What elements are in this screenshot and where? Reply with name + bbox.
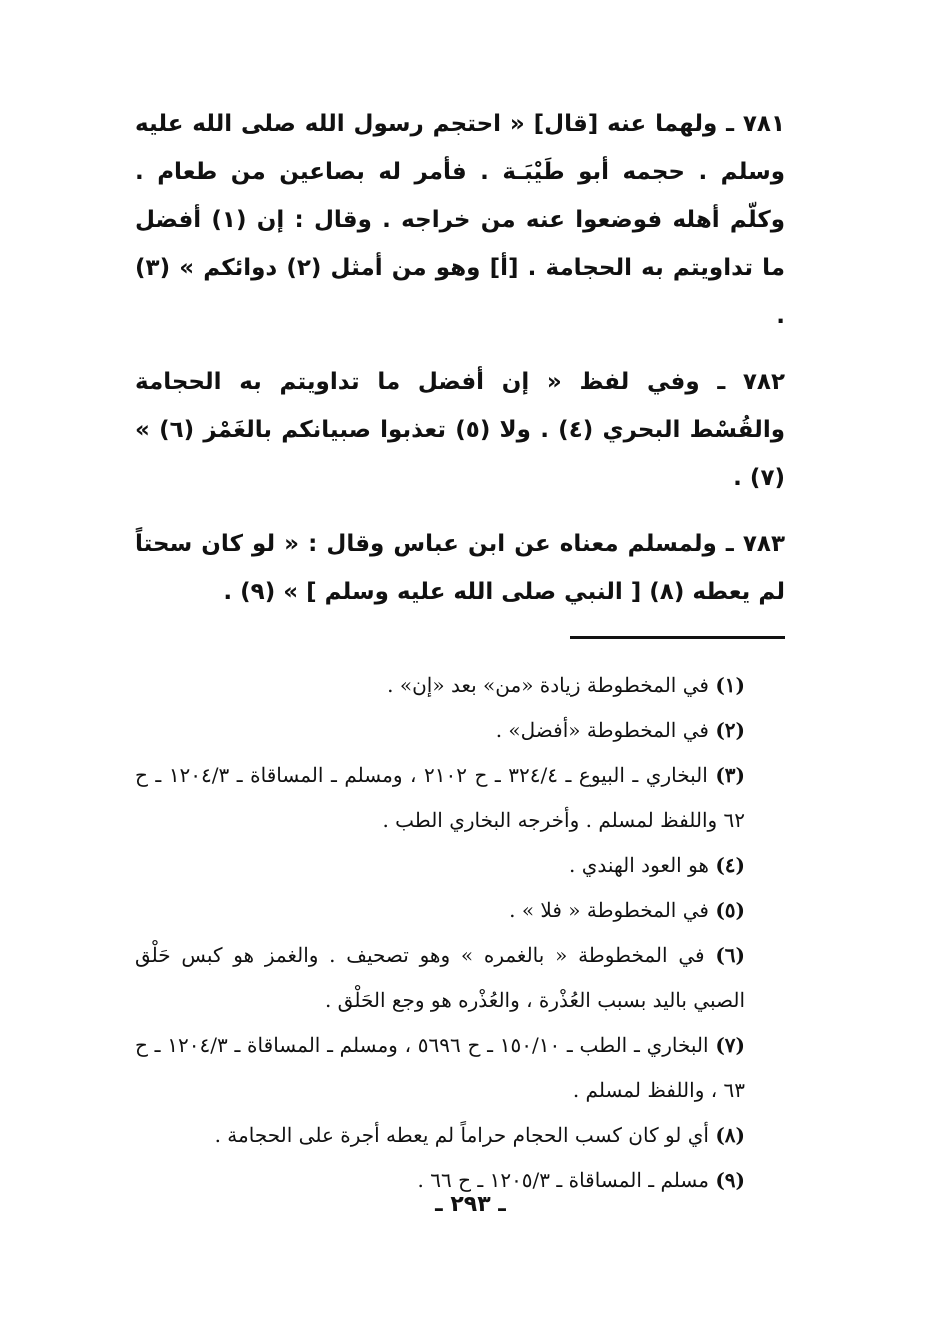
footnotes	[135, 663, 785, 1203]
hadith-781: ٧٨١ ـ ولهما عنه [قال] « احتجم رسول الله صلى الله عليه وسلم . حجمه أبو طَيْبَـة . فأمر له بصاعين من طعام . وكلّم أهله فوضعوا عنه من خراجه . وقال : إن (١) أفضل ما تداويتم به الحجامة . [أ] وهو من أمثل (٢) دوائكم » (٣) .	[135, 111, 786, 329]
footnote-text: في المخطوطة «أفضل» .	[495, 718, 709, 742]
footnote-number: (٨)	[715, 1123, 745, 1147]
footnote-number: (٥)	[715, 898, 745, 922]
footnote-5	[135, 888, 785, 933]
footnote-number: (٣)	[715, 763, 746, 787]
footnote-text: في المخطوطة « فلا » .	[509, 898, 709, 922]
footnote-text: مسلم ـ المساقاة ـ ١٢٠٥/٣ ـ ح ٦٦ .	[417, 1168, 709, 1192]
footnote-1	[135, 663, 785, 708]
footnote-number: (١)	[715, 673, 745, 697]
footnote-number: (٧)	[715, 1033, 746, 1057]
footnote-number: (٤)	[715, 853, 745, 877]
hadith-782: ٧٨٢ ـ وفي لفظ « إن أفضل ما تداويتم به الحجامة والقُسْط البحري (٤) . ولا (٥) تعذبوا صبيانكم بالغَمْز (٦) » (٧) .	[135, 369, 785, 491]
footnote-text: البخاري ـ البيوع ـ ٣٢٤/٤ ـ ح ٢١٠٢ ، ومسلم ـ المساقاة ـ ١٢٠٤/٣ ـ ح ٦٢ واللفظ لمسلم . وأخرجه البخاري الطب .	[135, 763, 745, 832]
footnote-text: هو العود الهندي .	[569, 853, 709, 877]
footnote-6	[135, 933, 785, 1023]
footnote-2	[135, 708, 785, 753]
footnote-7	[135, 1023, 785, 1113]
footnote-3	[135, 753, 785, 843]
footnote-4	[135, 843, 785, 888]
page-body	[135, 100, 785, 1203]
footnote-number: (٦)	[715, 943, 745, 967]
footnote-text: في المخطوطة « بالغمره » وهو تصحيف . والغمز هو كبس حَلْق الصبي باليد بسبب العُذْرة ، والعُذْره هو وجع الحَلْق .	[135, 943, 745, 1012]
footnote-text: في المخطوطة زيادة «من» بعد «إن» .	[387, 673, 709, 697]
footnote-number: (٩)	[715, 1168, 745, 1192]
footnote-number: (٢)	[715, 718, 745, 742]
footnote-divider	[570, 636, 785, 639]
footnote-text: أي لو كان كسب الحجام حراماً لم يعطه أجرة على الحجامة .	[214, 1123, 709, 1147]
page-number: ـ ٢٩٣ ـ	[435, 1192, 506, 1217]
footnote-text: البخاري ـ الطب ـ ١٥٠/١٠ ـ ح ٥٦٩٦ ، ومسلم ـ المساقاة ـ ١٢٠٤/٣ ـ ح ٦٣ ، واللفظ لمسلم .	[135, 1033, 745, 1102]
hadith-783: ٧٨٣ ـ ولمسلم معناه عن ابن عباس وقال : « لو كان سحتاً لم يعطه (٨) [ النبي صلى الله عليه وسلم ] » (٩) .	[135, 531, 785, 605]
footnote-8	[135, 1113, 785, 1158]
